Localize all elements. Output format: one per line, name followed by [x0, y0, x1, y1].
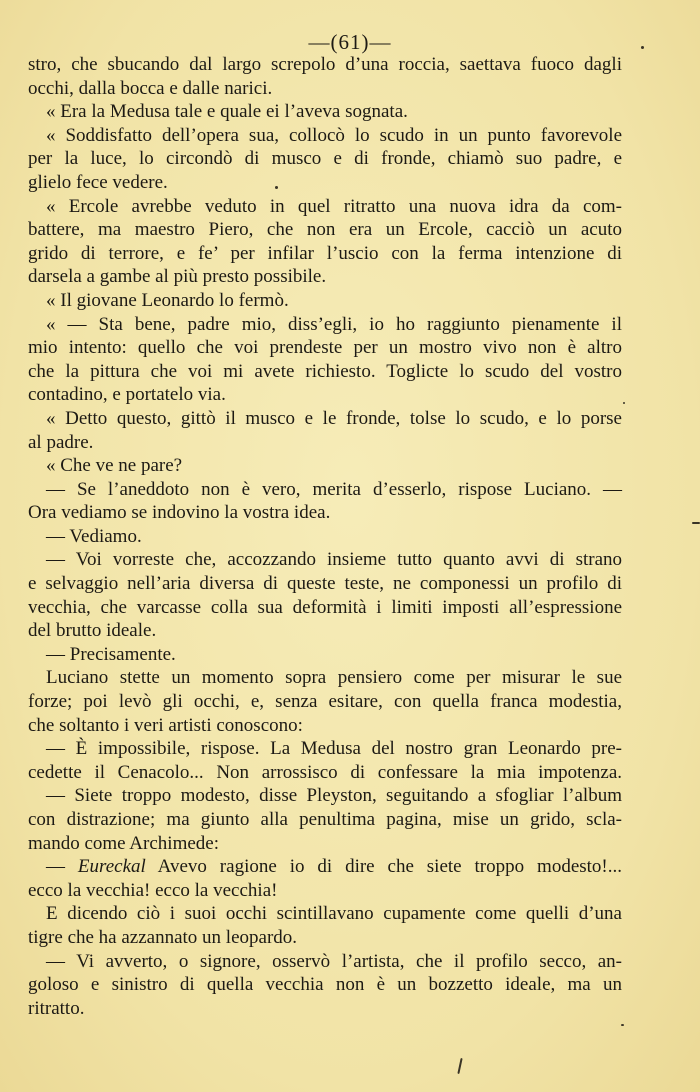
text-line: glielo fece vedere.: [28, 171, 168, 193]
print-speck: [692, 522, 700, 524]
text-line: e selvaggio nell’aria diversa di queste teste, ne componessi un profilo di: [28, 573, 622, 595]
text-line: cedette il Cenacolo... Non arrossisco di confessare la mia impotenza.: [28, 761, 622, 783]
text-line: occhi, dalla bocca e dalle narici.: [28, 77, 273, 99]
text-line: Ora vediamo se indovino la vostra idea.: [28, 502, 331, 524]
text-line: contadino, e portatelo via.: [28, 384, 226, 406]
print-speck: [457, 1058, 462, 1074]
text-line: stro, che sbucando dal largo screpolo d’una roccia, saettava fuoco dagli: [28, 54, 622, 75]
text-line: mio intento: quello che voi prendeste per un mostro vivo non è altro: [28, 337, 622, 359]
text-line: vecchia, che varcasse colla sua deformità i limiti imposti all’espressione: [28, 596, 622, 618]
text-line: — Precisamente.: [46, 643, 176, 665]
print-speck: [621, 1024, 624, 1026]
text-line: — Vediamo.: [46, 525, 142, 547]
italic-word: Eureckal: [77, 856, 146, 878]
text-line: che la pittura che voi mi avete richiesto. Toglicte lo scudo del vostro: [28, 360, 622, 382]
text-line: « Che ve ne pare?: [46, 455, 183, 477]
body-text: [28, 53, 622, 1020]
text-line: grido di terrore, e fe’ per infilar l’uscio con la ferma intenzione di: [28, 242, 622, 264]
text-line: « Soddisfatto dell’opera sua, collocò lo scudo in un punto favorevole: [46, 124, 622, 146]
text-line: — Voi vorreste che, accozzando insieme tutto quanto avvi di strano: [46, 549, 622, 571]
text-line: tigre che ha azzannato un leopardo.: [28, 926, 298, 948]
text-line: goloso e sinistro di quella vecchia non è un bozzetto ideale, ma un: [28, 974, 622, 996]
text-line: ritratto.: [28, 997, 85, 1019]
text-line: « Detto questo, gittò il musco e le fronde, tolse lo scudo, e lo porse: [46, 407, 622, 429]
text-line: — Se l’aneddoto non è vero, merita d’esserlo, rispose Luciano. —: [46, 478, 622, 500]
text-line: mando come Archimede:: [28, 832, 219, 854]
text-line: battere, ma maestro Piero, che non era un Ercole, cacciò un acuto: [28, 219, 622, 241]
text-line: — Eureckal Avevo ragione io di dire che siete troppo modesto!...: [46, 856, 622, 878]
text-line: del brutto ideale.: [28, 620, 157, 642]
text-line: — Vi avverto, o signore, osservò l’artista, che il profilo secco, an-: [46, 950, 622, 972]
text-line: al padre.: [28, 431, 94, 453]
text-line: — Siete troppo modesto, disse Pleyston, seguitando a sfogliar l’album: [46, 785, 622, 807]
print-speck: [623, 402, 625, 404]
text-line: « Ercole avrebbe veduto in quel ritratto una nuova idra da com-: [46, 195, 622, 217]
text-line: « Era la Medusa tale e quale ei l’aveva sognata.: [46, 101, 408, 123]
text-line: ecco la vecchia! ecco la vecchia!: [28, 879, 278, 901]
print-speck: [275, 186, 278, 189]
page-number: —(61)—: [308, 30, 392, 54]
text-line: « Il giovane Leonardo lo fermò.: [46, 289, 289, 311]
text-line: con distrazione; ma giunto alla penultima pagina, mise un grido, scla-: [28, 809, 622, 830]
text-line: darsela a gambe al più presto possibile.: [28, 266, 327, 288]
text-line: — È impossibile, rispose. La Medusa del nostro gran Leonardo pre-: [46, 738, 622, 760]
text-line: E dicendo ciò i suoi occhi scintillavano cupamente come quelli d’una: [46, 903, 622, 925]
text-line: per la luce, lo circondò di musco e di fronde, chiamò suo padre, e: [28, 148, 622, 170]
text-line: Luciano stette un momento sopra pensiero come per misurar le sue: [46, 667, 622, 689]
text-line: « — Sta bene, padre mio, diss’egli, io ho raggiunto pienamente il: [46, 313, 622, 335]
text-line: forze; poi levò gli occhi, e, senza esitare, con quella franca modestia,: [28, 691, 622, 713]
text-line: che soltanto i veri artisti conoscono:: [28, 714, 303, 736]
print-speck: [641, 46, 644, 49]
